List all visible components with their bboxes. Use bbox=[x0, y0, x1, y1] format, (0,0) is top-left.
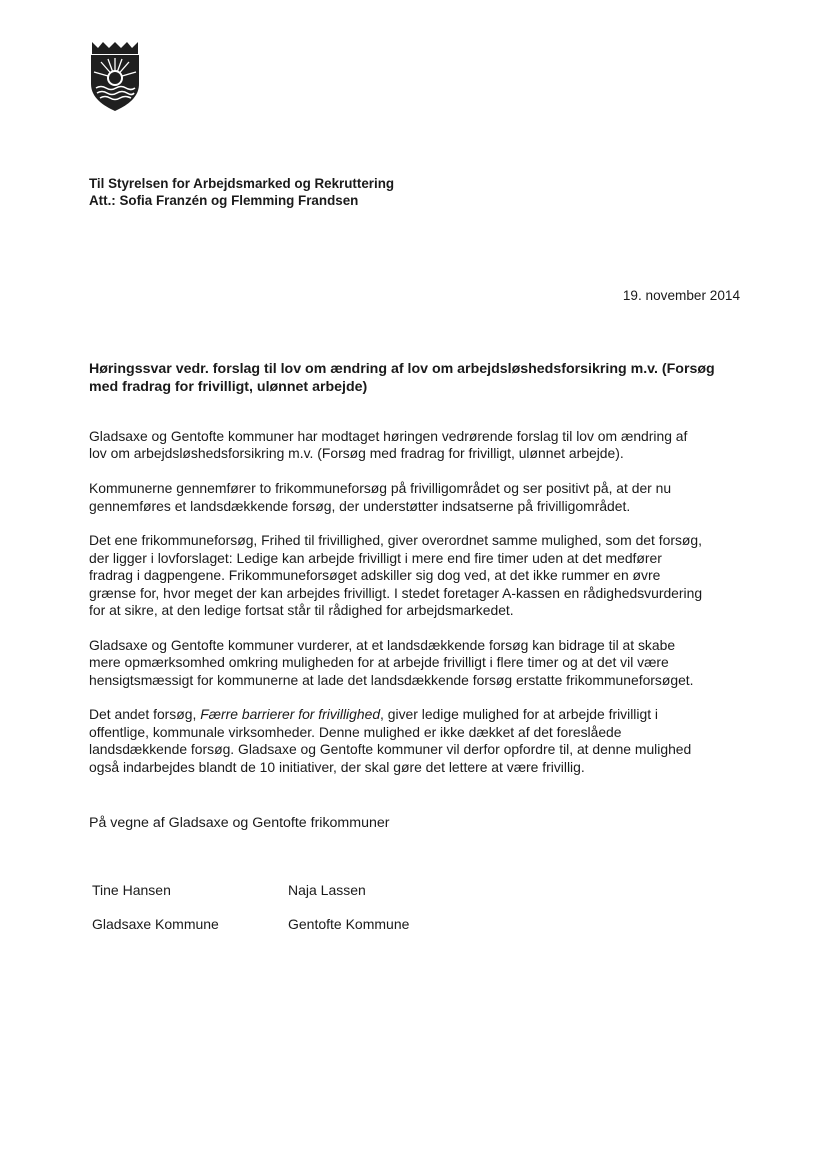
coat-of-arms-icon bbox=[88, 40, 142, 112]
text-line bbox=[89, 706, 749, 723]
letter-date: 19. november 2014 bbox=[622, 288, 740, 303]
text-line: Det ene frikommuneforsøg, Frihed til frivillighed, giver overordnet samme mulighed, som det forsøg, bbox=[89, 532, 702, 549]
text-line: Kommunerne gennemfører to frikommuneforsøg på frivilligområdet og ser positivt på, at der nu bbox=[89, 480, 672, 497]
recipient-line: Til Styrelsen for Arbejdsmarked og Rekruttering bbox=[89, 176, 395, 191]
initiative-name: Færre barrierer for frivillighed bbox=[200, 706, 381, 723]
signatory-name: Naja Lassen bbox=[288, 882, 366, 898]
subject-heading bbox=[89, 360, 744, 396]
text-line: der ligger i lovforslaget: Ledige kan arbejde frivilligt i mere end fire timer uden at det medfører bbox=[89, 549, 662, 566]
text-line: offentlige, kommunale virksomheder. Denne mulighed er ikke dækket af det foreslåede bbox=[89, 723, 622, 740]
paragraph bbox=[89, 706, 749, 776]
letter-body bbox=[89, 428, 749, 793]
text-line: gennemføres et landsdækkende forsøg, der understøtter indsatserne på frivilligområdet. bbox=[89, 497, 631, 514]
signatory-organization: Gentofte Kommune bbox=[288, 916, 410, 932]
signatory-organization: Gladsaxe Kommune bbox=[92, 916, 219, 932]
text-line: for at sikre, at den ledige fortsat står til rådighed for arbejdsmarkedet. bbox=[89, 602, 514, 619]
text-line: grænse for, hvor meget der kan arbejdes frivilligt. I stedet foretager A-kassen en rådighedsvurdering bbox=[89, 584, 703, 601]
text-line: hensigtsmæssigt for kommunerne at lade det landsdækkende forsøg erstatte frikommuneforsøget. bbox=[89, 671, 694, 688]
text-line: Gladsaxe og Gentofte kommuner har modtaget høringen vedrørende forslag til lov om ændring af bbox=[89, 428, 688, 444]
text-line: lov om arbejdsløshedsforsikring m.v. (Forsøg med fradrag for frivilligt, ulønnet arbejde). bbox=[89, 445, 624, 462]
text-line: Gladsaxe og Gentofte kommuner vurderer, at et landsdækkende forsøg kan bidrage til at skabe bbox=[89, 636, 676, 653]
subject-line: med fradrag for frivilligt, ulønnet arbejde) bbox=[89, 379, 368, 395]
paragraph bbox=[89, 480, 749, 515]
text-segment: Det andet forsøg, bbox=[89, 706, 201, 723]
text-line: mere opmærksomhed omkring muligheden for at arbejde frivilligt i flere timer og at det vil være bbox=[89, 654, 669, 671]
closing-line: På vegne af Gladsaxe og Gentofte frikommuner bbox=[89, 815, 390, 831]
text-line: fradrag i dagpengene. Frikommuneforsøget adskiller sig dog ved, at det ikke rummer en øvre bbox=[89, 567, 661, 584]
recipient-address bbox=[89, 175, 394, 209]
subject-line: Høringssvar vedr. forslag til lov om ændring af lov om arbejdsløshedsforsikring m.v. (Forsøg bbox=[89, 361, 715, 377]
paragraph bbox=[89, 637, 749, 689]
paragraph bbox=[89, 428, 749, 463]
text-line: landsdækkende forsøg. Gladsaxe og Gentofte kommuner vil derfor opfordre til, at denne mulighed bbox=[89, 741, 692, 758]
text-segment: , giver ledige mulighed for at arbejde frivilligt i bbox=[380, 706, 658, 723]
text-line: også indarbejdes blandt de 10 initiativer, der skal gøre det lettere at være frivillig. bbox=[89, 758, 585, 775]
attention-line: Att.: Sofia Franzén og Flemming Frandsen bbox=[89, 193, 359, 208]
paragraph bbox=[89, 532, 749, 619]
signatory-name: Tine Hansen bbox=[92, 882, 171, 898]
